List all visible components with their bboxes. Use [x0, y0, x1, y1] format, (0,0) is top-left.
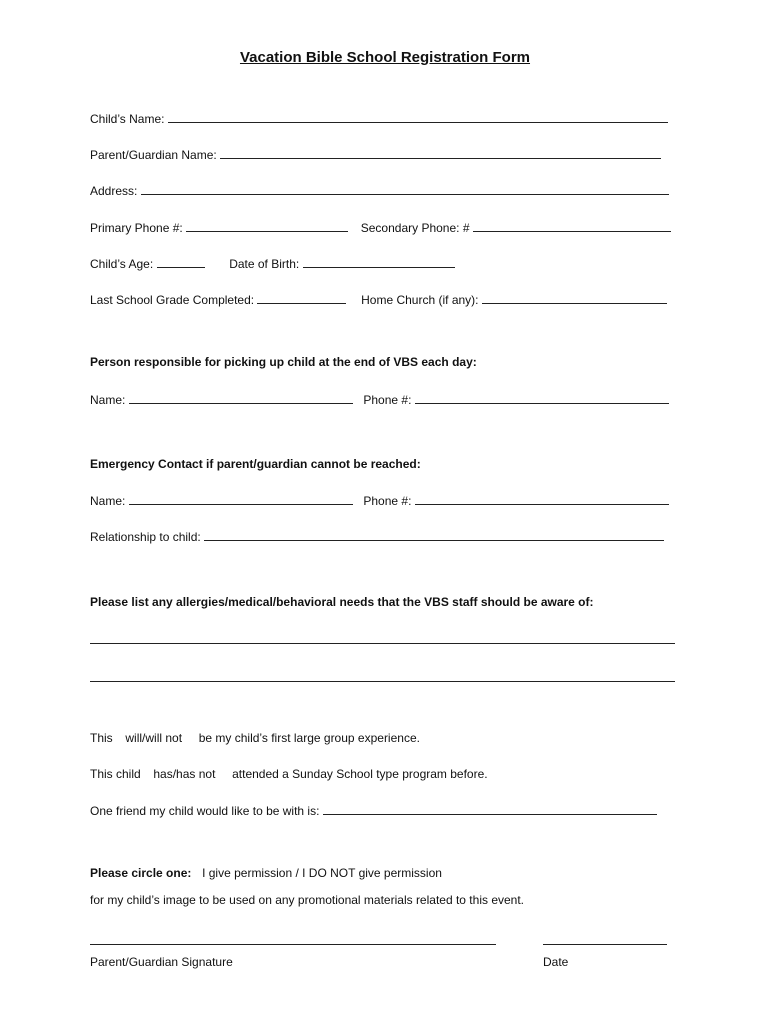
emergency-row [90, 493, 669, 509]
pickup-phone-field[interactable] [415, 392, 669, 404]
address-row [90, 183, 669, 199]
friend-label: One friend my child would like to be with is: [90, 804, 320, 818]
phone-row [90, 220, 671, 236]
signature-label: Parent/Guardian Signature [90, 955, 233, 969]
emergency-phone-field[interactable] [415, 493, 669, 505]
sunday-school-row [90, 767, 488, 782]
parent-name-label: Parent/Guardian Name: [90, 148, 217, 162]
dob-label: Date of Birth: [229, 257, 300, 271]
address-label: Address: [90, 184, 138, 198]
permission-row [90, 866, 442, 881]
experience-rest: be my child’s first large group experience. [198, 731, 420, 745]
emergency-phone-label: Phone #: [363, 494, 412, 508]
signature-line-wrap [90, 933, 496, 949]
primary-phone-label: Primary Phone #: [90, 221, 183, 235]
child-name-row [90, 111, 668, 127]
secondary-phone-field[interactable] [473, 220, 671, 232]
address-field[interactable] [141, 183, 669, 195]
form-title: Vacation Bible School Registration Form [239, 49, 531, 66]
pickup-heading: Person responsible for picking up child at the end of VBS each day: [90, 355, 477, 369]
needs-line-2 [90, 670, 675, 686]
child-name-label: Child’s Name: [90, 112, 165, 126]
signature-field[interactable] [90, 933, 496, 945]
needs-field-1[interactable] [90, 632, 675, 644]
friend-field[interactable] [323, 803, 657, 815]
child-age-field[interactable] [157, 256, 205, 268]
home-church-field[interactable] [482, 292, 667, 304]
needs-heading: Please list any allergies/medical/behavioral needs that the VBS staff should be aware of: [90, 595, 594, 609]
needs-field-2[interactable] [90, 670, 675, 682]
relationship-label: Relationship to child: [90, 530, 201, 544]
pickup-name-field[interactable] [129, 392, 353, 404]
pickup-row [90, 392, 669, 408]
circle-one-label: Please circle one: [90, 866, 192, 880]
permission-line-2: for my child’s image to be used on any promotional materials related to this event. [90, 893, 525, 907]
relationship-row [90, 529, 664, 545]
home-church-label: Home Church (if any): [361, 293, 479, 307]
experience-row [90, 731, 420, 746]
date-line-wrap [543, 933, 667, 949]
parent-name-field[interactable] [220, 147, 661, 159]
pickup-phone-label: Phone #: [363, 393, 412, 407]
grade-church-row [90, 292, 667, 308]
child-name-field[interactable] [168, 111, 668, 123]
emergency-name-field[interactable] [129, 493, 353, 505]
primary-phone-field[interactable] [186, 220, 348, 232]
experience-option[interactable]: will/will not [125, 731, 183, 745]
last-grade-field[interactable] [257, 292, 346, 304]
emergency-heading: Emergency Contact if parent/guardian cannot be reached: [90, 457, 421, 471]
date-label: Date [543, 955, 569, 969]
sunday-school-this-child: This child [90, 767, 141, 781]
relationship-field[interactable] [204, 529, 664, 541]
parent-name-row [90, 147, 661, 163]
friend-row [90, 803, 657, 819]
dob-field[interactable] [303, 256, 455, 268]
needs-line-1 [90, 632, 675, 648]
sunday-school-rest: attended a Sunday School type program before. [232, 767, 488, 781]
experience-this: This [90, 731, 113, 745]
pickup-name-label: Name: [90, 393, 126, 407]
child-age-label: Child’s Age: [90, 257, 154, 271]
last-grade-label: Last School Grade Completed: [90, 293, 255, 307]
emergency-name-label: Name: [90, 494, 126, 508]
sunday-school-option[interactable]: has/has not [153, 767, 216, 781]
secondary-phone-label: Secondary Phone: # [360, 221, 470, 235]
age-dob-row [90, 256, 455, 272]
permission-options[interactable]: I give permission / I DO NOT give permission [202, 866, 442, 880]
date-field[interactable] [543, 933, 667, 945]
